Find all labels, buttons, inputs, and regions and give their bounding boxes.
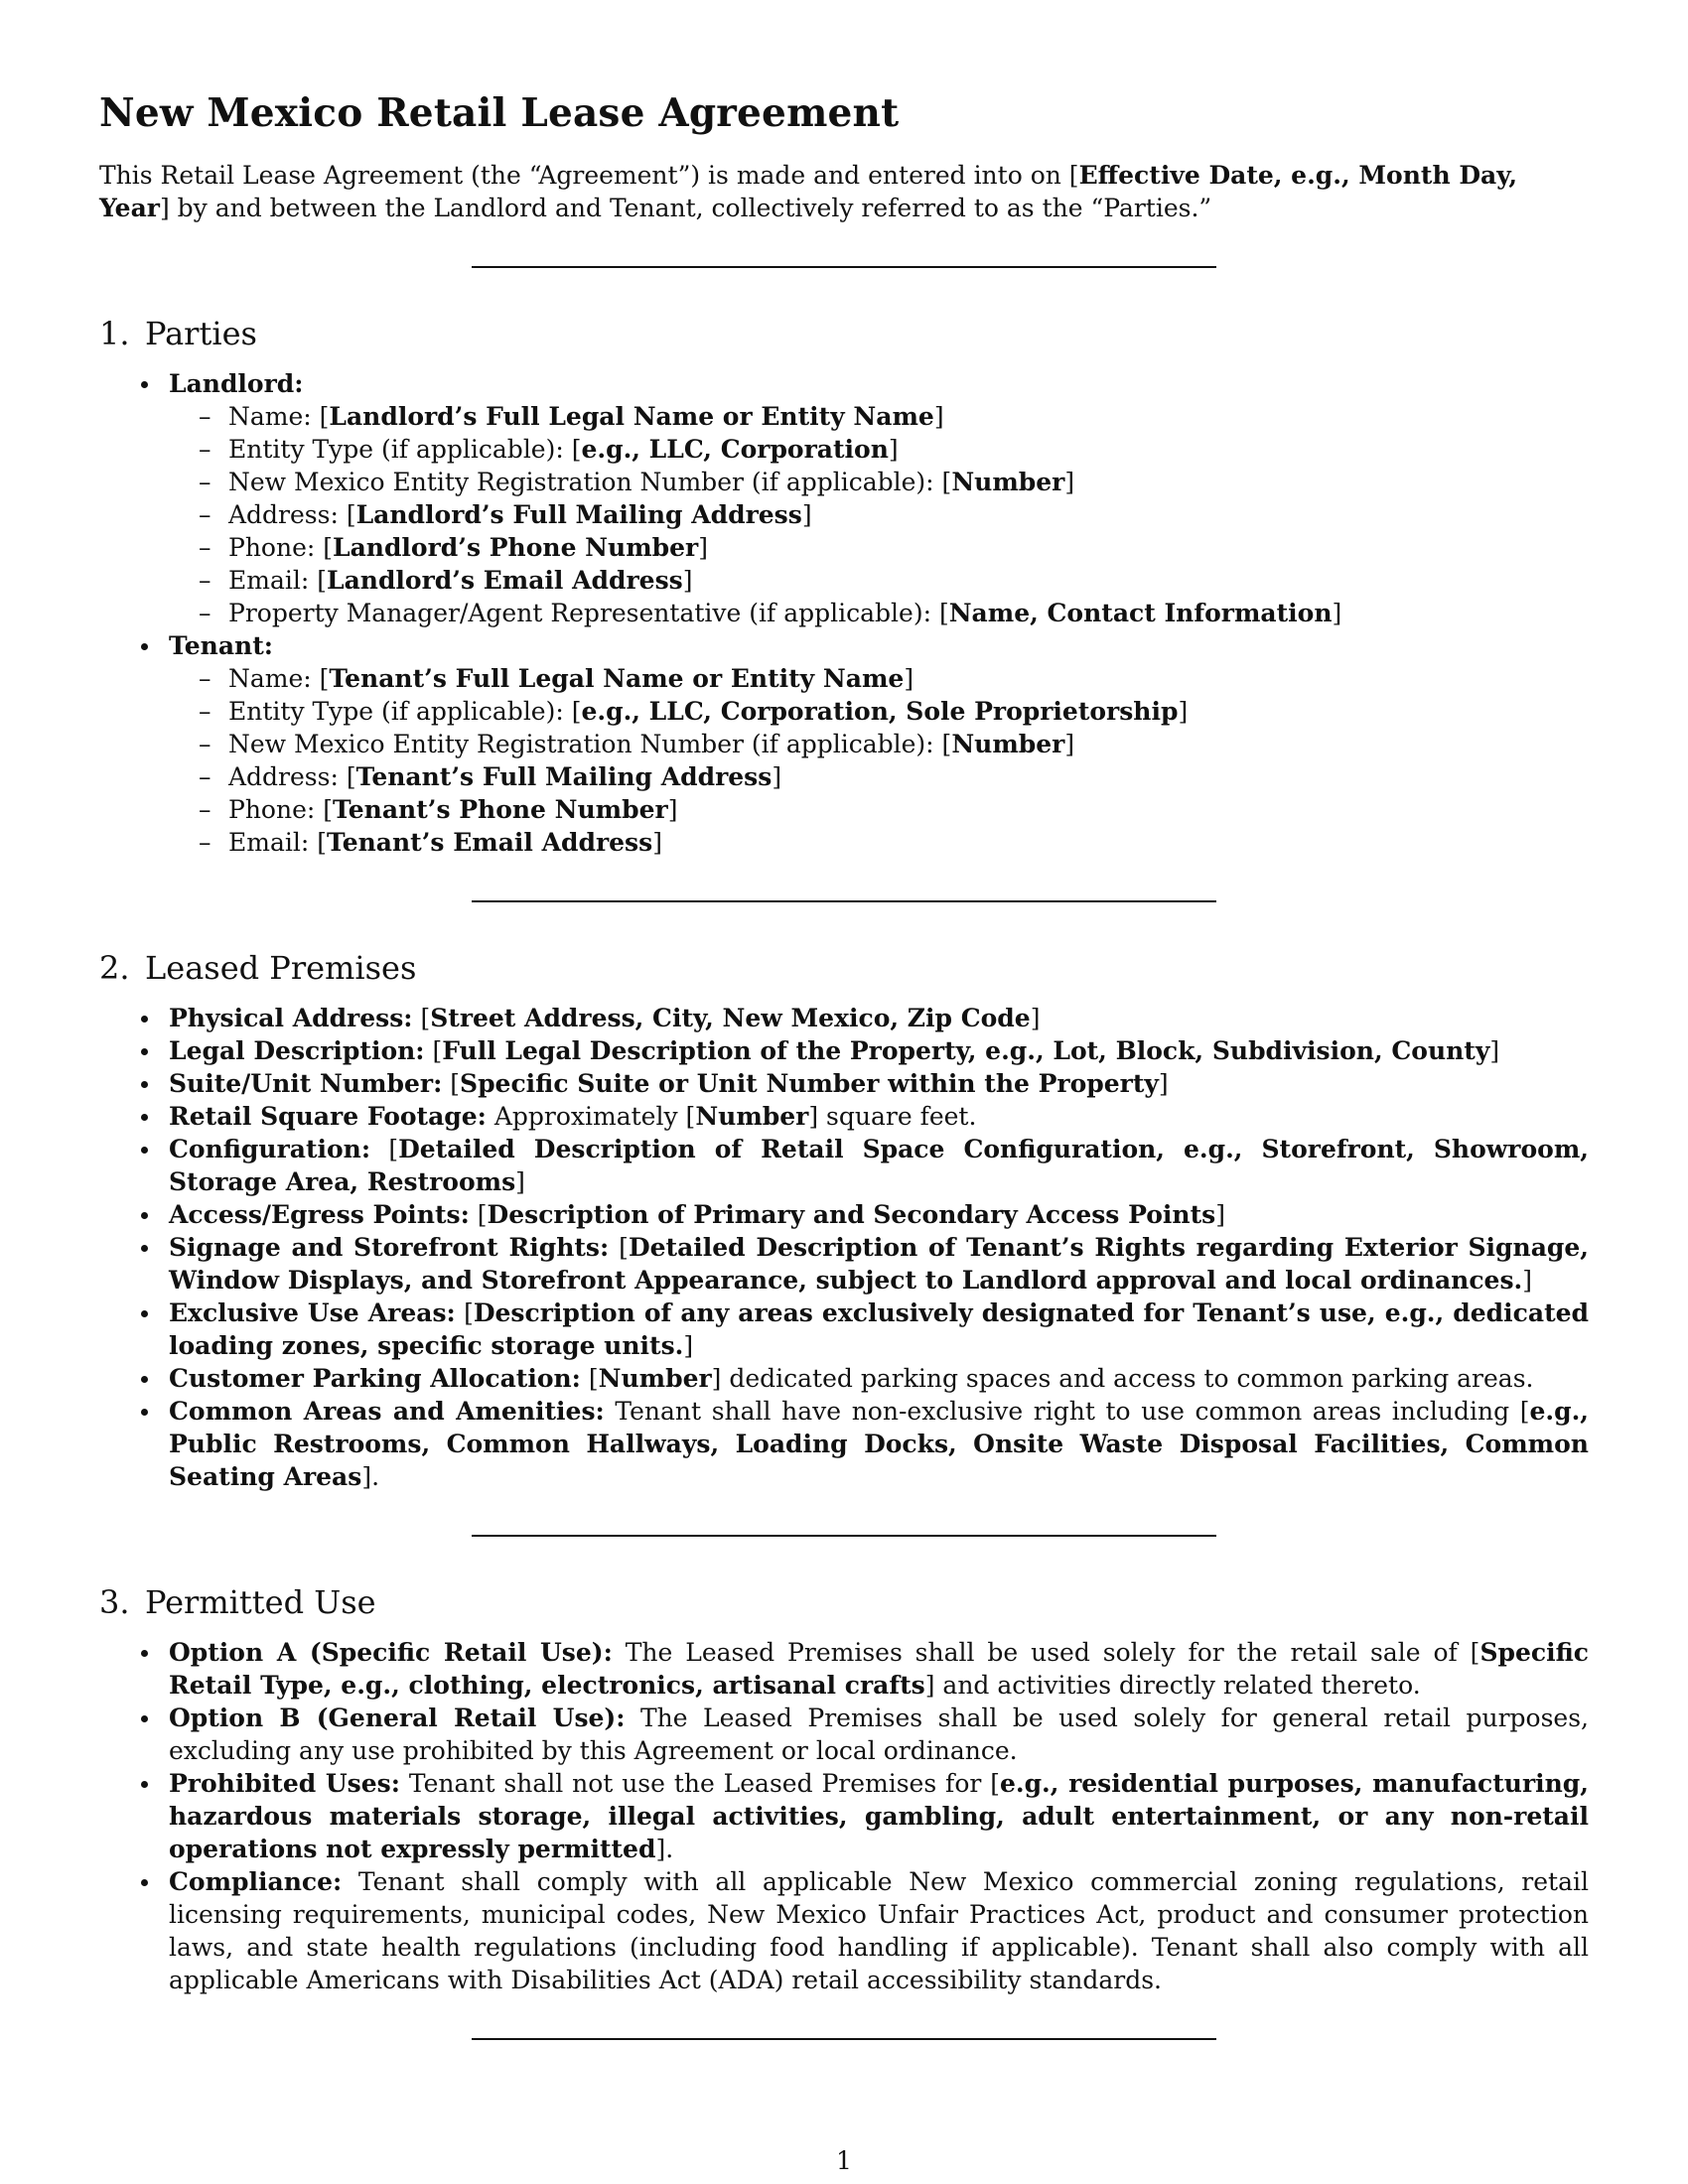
list-item: – Phone: [Tenant’s Phone Number] xyxy=(169,793,1589,826)
list-item: – New Mexico Entity Registration Number (if applicable): [Number] xyxy=(169,728,1589,760)
page-number: 1 xyxy=(836,2146,852,2175)
tenant-entry: Tenant: – Name: [Tenant’s Full Legal Name or Entity Name] – Entity Type (if applicable): [e.g., LLC, Corporation, Sole Proprietorship] – New Mexico Entity Registration Number (if applicable): [Number] – Address: [Tenant’s Full Mailing Address] – Phone: [Tenant’s Phone Number] – Email: [Tenant’s Email Address] xyxy=(99,629,1589,859)
list-item: – Address: [Landlord’s Full Mailing Address] xyxy=(169,498,1589,531)
list-item: – Property Manager/Agent Representative (if applicable): [Name, Contact Information] xyxy=(169,597,1589,629)
permitted-use-list xyxy=(99,1636,1589,1996)
list-item: Retail Square Footage: Approximately [Number] square feet. xyxy=(99,1100,1589,1133)
list-item: Option A (Specific Retail Use): The Leased Premises shall be used solely for the retail sale of [Specific Retail Type, e.g., clothing, electronics, artisanal crafts] and activities directly related thereto. xyxy=(99,1636,1589,1702)
list-item: – Address: [Tenant’s Full Mailing Address] xyxy=(169,760,1589,793)
document-page xyxy=(99,83,1589,2040)
section-divider xyxy=(472,1535,1216,1537)
tenant-details xyxy=(169,662,1589,859)
list-item: – Entity Type (if applicable): [e.g., LLC, Corporation, Sole Proprietorship] xyxy=(169,695,1589,728)
list-item: Configuration: [Detailed Description of Retail Space Configuration, e.g., Storefront, Showroom, Storage Area, Restrooms] xyxy=(99,1133,1589,1198)
landlord-details xyxy=(169,400,1589,629)
list-item: Suite/Unit Number: [Specific Suite or Unit Number within the Property] xyxy=(99,1067,1589,1100)
parties-list xyxy=(99,367,1589,859)
list-item: Signage and Storefront Rights: [Detailed Description of Tenant’s Rights regarding Exterior Signage, Window Displays, and Storefront Appearance, subject to Landlord approval and local ordinances.] xyxy=(99,1231,1589,1297)
section-divider xyxy=(472,2038,1216,2040)
list-item: – New Mexico Entity Registration Number (if applicable): [Number] xyxy=(169,466,1589,498)
section-heading-leased-premises: 2. Leased Premises xyxy=(99,949,417,987)
list-item: Common Areas and Amenities: Tenant shall have non-exclusive right to use common areas including [e.g., Public Restrooms, Common Hallways, Loading Docks, Onsite Waste Disposal Facilities, Common Seating Areas]. xyxy=(99,1395,1589,1493)
section-heading-permitted-use: 3. Permitted Use xyxy=(99,1583,376,1621)
list-item: Customer Parking Allocation: [Number] dedicated parking spaces and access to common parking areas. xyxy=(99,1362,1589,1395)
list-item: Physical Address: [Street Address, City, New Mexico, Zip Code] xyxy=(99,1002,1589,1034)
section-divider xyxy=(472,266,1216,268)
list-item: Access/Egress Points: [Description of Primary and Secondary Access Points] xyxy=(99,1198,1589,1231)
landlord-entry: Landlord: – Name: [Landlord’s Full Legal Name or Entity Name] – Entity Type (if applicable): [e.g., LLC, Corporation] – New Mexico Entity Registration Number (if applicable): [Number] – Address: [Landlord’s Full Mailing Address] – Phone: [Landlord’s Phone Number] – Email: [Landlord’s Email Address] – Property Manager/Agent Representative (if applicable): [Name, Contact Information] xyxy=(99,367,1589,629)
list-item: – Email: [Tenant’s Email Address] xyxy=(169,826,1589,859)
list-item: – Phone: [Landlord’s Phone Number] xyxy=(169,531,1589,564)
section-heading-parties: 1. Parties xyxy=(99,315,257,352)
section-divider xyxy=(472,900,1216,902)
list-item: – Name: [Tenant’s Full Legal Name or Entity Name] xyxy=(169,662,1589,695)
list-item: – Email: [Landlord’s Email Address] xyxy=(169,564,1589,597)
list-item: Option B (General Retail Use): The Leased Premises shall be used solely for general retail purposes, excluding any use prohibited by this Agreement or local ordinance. xyxy=(99,1702,1589,1767)
list-item: Compliance: Tenant shall comply with all applicable New Mexico commercial zoning regulations, retail licensing requirements, municipal codes, New Mexico Unfair Practices Act, product and consumer protection laws, and state health regulations (including food handling if applicable). Tenant shall also comply with all applicable Americans with Disabilities Act (ADA) retail accessibility standards. xyxy=(99,1865,1589,1996)
list-item: – Entity Type (if applicable): [e.g., LLC, Corporation] xyxy=(169,433,1589,466)
list-item: Legal Description: [Full Legal Description of the Property, e.g., Lot, Block, Subdivision, County] xyxy=(99,1034,1589,1067)
intro-paragraph: This Retail Lease Agreement (the “Agreement”) is made and entered into on [Effective Date, e.g., Month Day, Year] by and between the Landlord and Tenant, collectively referred to as the “Parties.” xyxy=(99,161,1518,222)
list-item: – Name: [Landlord’s Full Legal Name or Entity Name] xyxy=(169,400,1589,433)
document-title: New Mexico Retail Lease Agreement xyxy=(99,90,900,136)
list-item: Exclusive Use Areas: [Description of any areas exclusively designated for Tenant’s use, e.g., dedicated loading zones, specific storage units.] xyxy=(99,1297,1589,1362)
list-item: Prohibited Uses: Tenant shall not use the Leased Premises for [e.g., residential purposes, manufacturing, hazardous materials storage, illegal activities, gambling, adult entertainment, or any non-retail operations not expressly permitted]. xyxy=(99,1767,1589,1865)
leased-premises-list xyxy=(99,1002,1589,1493)
